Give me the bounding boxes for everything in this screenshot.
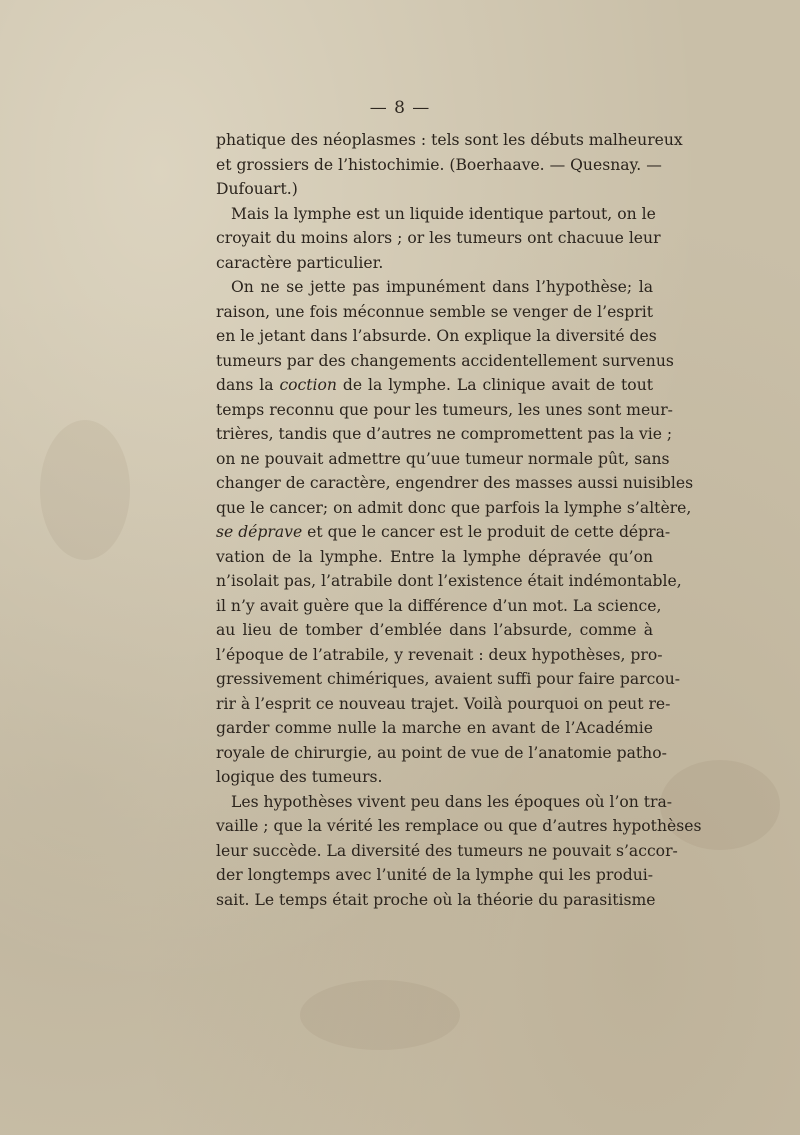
italic-text: se déprave [216, 523, 303, 541]
text-segment: leur succède. La diversité des tumeurs ne pouvait s’accor- [216, 841, 678, 860]
text-segment: au lieu de tomber d’emblée dans l’absurde, comme à [216, 621, 653, 639]
text-segment: gressivement chimériques, avaient suffi pour faire parcou- [216, 670, 681, 688]
text-line [216, 496, 692, 521]
paper-stain [40, 420, 130, 560]
text-segment: raison, une fois méconnue semble se venger de l’esprit [216, 302, 653, 321]
text-segment: croyait du moins alors ; or les tumeurs ont chacuue leur [216, 229, 661, 247]
text-segment: dans la [216, 376, 280, 394]
text-line [216, 471, 694, 496]
text-line [216, 275, 653, 300]
italic-text: coction [279, 376, 337, 394]
text-segment: phatique des néoplasmes : tels sont les débuts malheureux [216, 131, 683, 149]
text-segment: que le cancer; on admit donc que parfois la lymphe s’altère, [216, 498, 692, 517]
text-line [216, 300, 653, 325]
text-segment: logique des tumeurs. [216, 768, 383, 786]
text-line [216, 202, 656, 227]
text-segment: garder comme nulle la marche en avant de l’Académie [216, 719, 653, 737]
text-line [216, 863, 653, 888]
text-line [216, 814, 702, 839]
text-line [216, 128, 683, 153]
text-segment: n’isolait pas, l’atrabile dont l’existence était indémontable, [216, 572, 682, 590]
text-segment: tumeurs par des changements accidentellement survenus [216, 351, 674, 370]
text-line [216, 422, 673, 447]
text-line [216, 716, 653, 741]
text-line [216, 765, 653, 790]
text-line [216, 888, 656, 913]
text-segment: On ne se jette pas impunément dans l’hypothèse; la [231, 278, 653, 296]
text-segment: et que le cancer est le produit de cette dépra- [302, 523, 671, 541]
text-segment: Mais la lymphe est un liquide identique partout, on le [231, 204, 656, 223]
text-segment: on ne pouvait admettre qu’uue tumeur normale pût, sans [216, 449, 670, 468]
text-segment: de la lymphe. La clinique avait de tout [336, 376, 654, 394]
paper-stain [660, 760, 780, 850]
text-line [216, 177, 653, 202]
text-segment: Dufouart.) [216, 180, 298, 198]
text-line [216, 643, 663, 668]
text-line [216, 569, 682, 594]
text-line [216, 520, 671, 545]
text-line [216, 373, 653, 398]
text-segment: en le jetant dans l’absurde. On explique la diversité des [216, 327, 657, 345]
text-line [216, 226, 661, 251]
text-line [216, 349, 674, 374]
text-segment: temps reconnu que pour les tumeurs, les unes sont meur- [216, 400, 673, 419]
text-segment: der longtemps avec l’unité de la lymphe qui les produi- [216, 866, 653, 884]
text-segment: royale de chirurgie, au point de vue de l’anatomie patho- [216, 743, 667, 762]
text-segment: vation de la lymphe. Entre la lymphe dépravée qu’on [216, 547, 653, 566]
text-segment: changer de caractère, engendrer des masses aussi nuisibles [216, 474, 694, 492]
text-line [216, 790, 673, 815]
text-segment: Les hypothèses vivent peu dans les époques où l’on tra- [231, 792, 673, 811]
text-line [216, 398, 673, 423]
text-segment: l’époque de l’atrabile, y revenait : deux hypothèses, pro- [216, 645, 663, 664]
text-segment: sait. Le temps était proche où la théorie du parasitisme [216, 890, 656, 909]
text-line [216, 545, 653, 570]
text-line [216, 667, 681, 692]
text-line [216, 324, 657, 349]
page-number: — 8 — [369, 98, 431, 118]
text-line [216, 447, 670, 472]
text-line [216, 618, 653, 643]
text-segment: trières, tandis que d’autres ne compromettent pas la vie ; [216, 425, 673, 443]
text-segment: rir à l’esprit ce nouveau trajet. Voilà pourquoi on peut re- [216, 694, 671, 713]
text-segment: vaille ; que la vérité les remplace ou que d’autres hypothèses [216, 817, 702, 835]
text-segment: et grossiers de l’histochimie. (Boerhaave. — Quesnay. — [216, 155, 662, 174]
body-text [216, 128, 702, 912]
text-segment: il n’y avait guère que la différence d’un mot. La science, [216, 596, 662, 615]
text-line [216, 251, 653, 276]
text-line [216, 692, 671, 717]
paper-stain [300, 980, 460, 1050]
text-line [216, 153, 662, 178]
text-line [216, 594, 662, 619]
text-line [216, 839, 678, 864]
text-line [216, 741, 667, 766]
text-segment: caractère particulier. [216, 253, 384, 272]
